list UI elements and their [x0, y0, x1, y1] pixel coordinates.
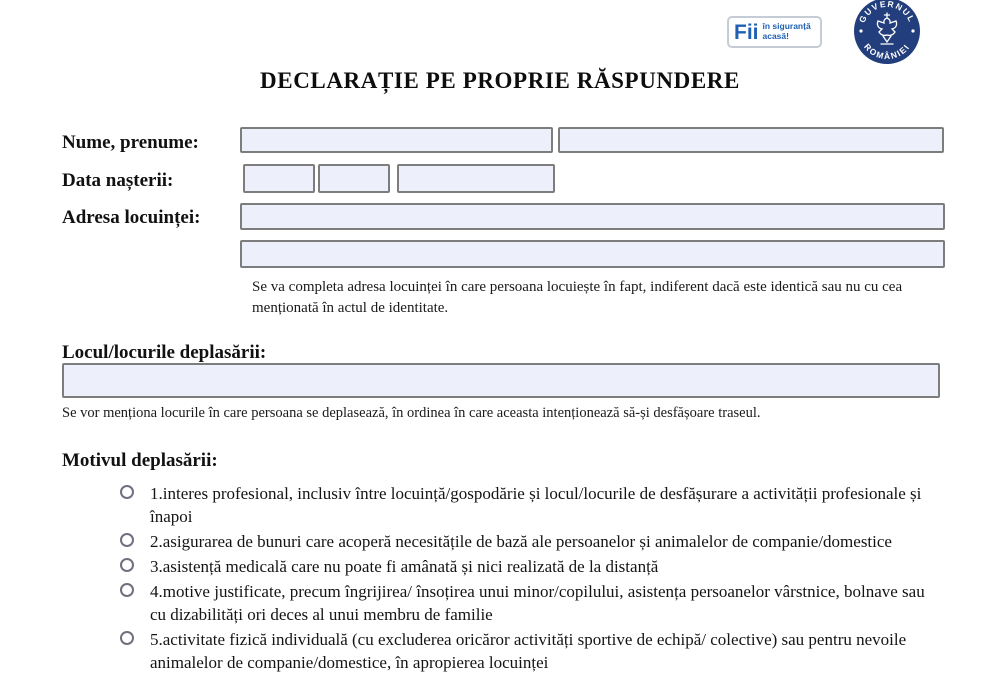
reason-option-2-label: 2.asigurarea de bunuri care acoperă necesitățile de bază ale persoanelor și animalelor de companie/domestice	[150, 532, 892, 551]
name-label: Nume, prenume:	[62, 132, 199, 153]
reason-option-5-label: 5.activitate fizică individuală (cu excluderea oricăror activități sportive de echipă/ colective) sau pentru nevoile animalelor de companie/domestice, în apropierea locuinței	[150, 630, 907, 672]
travel-reason-options	[120, 482, 942, 676]
reason-option-5	[120, 628, 942, 674]
radio-button-option-2[interactable]	[120, 533, 134, 547]
seal-left-dot	[859, 29, 862, 32]
government-of-romania-seal	[852, 0, 922, 66]
address-label: Adresa locuinței:	[62, 207, 201, 228]
reason-option-1-label: 1.interes profesional, inclusiv între locuință/gospodărie și locul/locurile de desfășurare a activității profesionale și înapoi	[150, 484, 922, 526]
travel-places-input[interactable]	[62, 363, 940, 398]
radio-button-option-3[interactable]	[120, 558, 134, 572]
address-line1-input[interactable]	[240, 203, 945, 230]
first-name-input[interactable]	[558, 127, 944, 153]
badge-tagline	[763, 22, 811, 42]
seal-top-text: GUVERNUL	[856, 0, 918, 25]
birth-year-input[interactable]	[397, 164, 555, 193]
last-name-input[interactable]	[240, 127, 553, 153]
address-line2-input[interactable]	[240, 240, 945, 268]
birth-month-input[interactable]	[318, 164, 390, 193]
reason-option-1	[120, 482, 942, 528]
radio-button-option-5[interactable]	[120, 631, 134, 645]
birth-day-input[interactable]	[243, 164, 315, 193]
seal-bottom-text: ROMÂNIEI	[862, 41, 912, 62]
travel-places-note: Se vor menționa locurile în care persoana se deplasează, în ordinea în care aceasta intenționează să-și desfășoare traseul.	[62, 405, 761, 421]
reason-option-4	[120, 580, 942, 626]
travel-reason-label: Motivul deplasării:	[62, 450, 218, 471]
seal-right-dot	[911, 29, 914, 32]
page-title: DECLARAȚIE PE PROPRIE RĂSPUNDERE	[260, 68, 740, 93]
reason-option-3	[120, 555, 942, 578]
badge-tagline-line1: în siguranță	[762, 21, 811, 32]
reason-option-4-label: 4.motive justificate, precum îngrijirea/ însoțirea unui minor/copilului, asistența persoanelor vârstnice, bolnave sau cu dizabilități ori deces al unui membru de familie	[150, 582, 925, 624]
birthdate-label: Data nașterii:	[62, 170, 174, 191]
travel-places-label: Locul/locurile deplasării:	[62, 342, 267, 363]
radio-button-option-4[interactable]	[120, 583, 134, 597]
radio-button-option-1[interactable]	[120, 485, 134, 499]
badge-tagline-line2: acasă!	[762, 31, 789, 41]
reason-option-2	[120, 530, 942, 553]
stay-safe-badge	[727, 16, 822, 48]
address-note: Se va completa adresa locuinței în care persoana locuiește în fapt, indiferent dacă este identică sau nu cu cea menționată în actul de identitate.	[252, 279, 903, 317]
reason-option-3-label: 3.asistență medicală care nu poate fi amânată și nici realizată de la distanță	[150, 557, 659, 576]
fii-logo-text: Fii	[734, 20, 759, 44]
